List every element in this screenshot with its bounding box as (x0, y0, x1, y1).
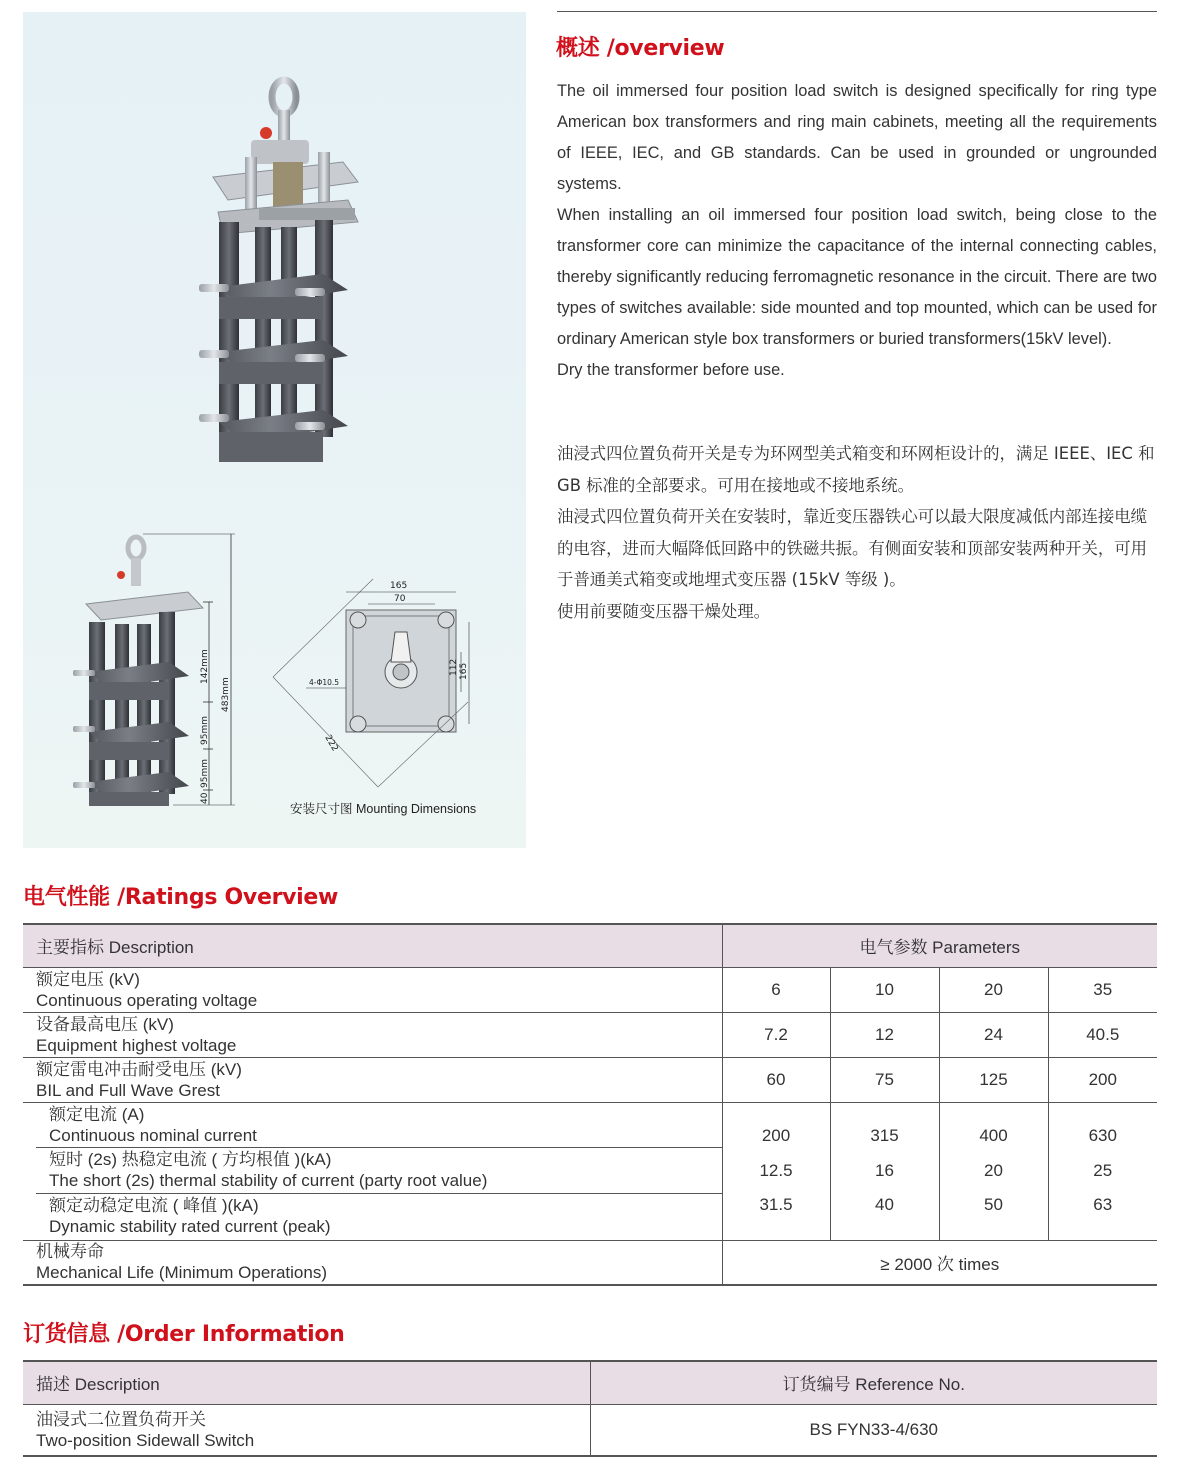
dim-483: 483mm (221, 677, 231, 712)
value-cell: 25 (1093, 1160, 1113, 1180)
value-cell: 50 (984, 1195, 1003, 1215)
overview-title: 概述 /overview (556, 36, 725, 61)
row-label-zh: 油浸式二位置负荷开关 (36, 1409, 206, 1429)
table-row (23, 967, 1157, 1012)
table-row (23, 1012, 1157, 1057)
table-row-merged (23, 1102, 1157, 1240)
row-label-zh: 机械寿命 (36, 1242, 104, 1262)
row-description (23, 1404, 590, 1456)
value-cell: 125 (939, 1057, 1048, 1102)
merged-row-1 (36, 1103, 722, 1148)
row-label-zh: 额定雷电冲击耐受电压 (kV) (36, 1059, 242, 1079)
dim-40: 40 (200, 792, 210, 804)
order-title: 订货信息 /Order Information (23, 1322, 345, 1347)
merged-row-2 (36, 1148, 722, 1194)
product-image-panel (23, 12, 526, 848)
value-cell: 7.2 (722, 1012, 830, 1057)
value-cell: 63 (1093, 1195, 1113, 1215)
row-label-en: Continuous operating voltage (36, 990, 258, 1010)
value-cell: 16 (875, 1160, 894, 1180)
row-label-zh: 额定动稳定电流 ( 峰值 )(kA) (49, 1195, 259, 1215)
dim-165-top: 165 (390, 581, 408, 591)
value-cell: 315 (870, 1126, 899, 1146)
overview-paragraph: When installing an oil immersed four position load switch, being close to the transformer core can minimize the capacitance of the internal connecting cables, thereby significantly reducing ferromagnetic resonance in the circuit. There are two types of switches available: side mounted and top mounted, which can be used for ordinary American style box transformers or buried transformers(15kV level). (557, 206, 1157, 348)
order-table (23, 1360, 1157, 1457)
mechanical-life-value: ≥ 2000 次 times (880, 1254, 1000, 1274)
row-label-zh: 额定电压 (kV) (36, 969, 140, 989)
header-reference: 订货编号 Reference No. (782, 1375, 965, 1395)
top-divider (557, 11, 1157, 12)
overview-chinese (557, 438, 1157, 627)
overview-english (557, 76, 1157, 386)
dim-142: 142mm (200, 649, 210, 684)
row-description (23, 1012, 722, 1057)
overview-paragraph-zh: 使用前要随变压器干燥处理。 (557, 601, 771, 621)
row-label-zh: 额定电流 (A) (49, 1104, 145, 1124)
table-row (23, 1057, 1157, 1102)
value-cell: 60 (722, 1057, 830, 1102)
reference-number: BS FYN33-4/630 (809, 1419, 938, 1439)
ratings-table (23, 923, 1157, 1286)
dim-95-upper: 95mm (200, 716, 210, 745)
merged-values-20kv (939, 1102, 1048, 1240)
value-cell: 630 (1088, 1126, 1117, 1146)
value-cell: 40.5 (1086, 1024, 1120, 1044)
value-cell: 200 (761, 1126, 791, 1146)
header-description: 主要指标 Description (23, 924, 722, 967)
value-cell: 35 (1093, 979, 1113, 999)
mounting-dimensions-caption: 安装尺寸图 Mounting Dimensions (290, 802, 477, 816)
row-label-zh: 短时 (2s) 热稳定电流 ( 方均根值 )(kA) (49, 1149, 332, 1169)
table-row (23, 1240, 1157, 1285)
overview-paragraph: The oil immersed four position load switch is designed specifically for ring type American box transformers and ring main cabinets, meeting all the requirements of IEEE, IEC, and GB standards. Can be used in grounded or ungrounded systems. (557, 82, 1157, 193)
row-label-en: Equipment highest voltage (36, 1035, 237, 1055)
value-cell: 20 (939, 967, 1048, 1012)
value-cell: 20 (984, 1160, 1003, 1180)
value-cell: 10 (830, 967, 939, 1012)
value-cell: 75 (830, 1057, 939, 1102)
value-cell: 24 (939, 1012, 1048, 1057)
ratings-title: 电气性能 /Ratings Overview (23, 885, 339, 910)
order-header-row (23, 1361, 1157, 1404)
overview-paragraph: Dry the transformer before use. (557, 361, 785, 379)
row-label-en: BIL and Full Wave Grest (36, 1080, 220, 1100)
merged-values-35kv (1048, 1102, 1157, 1240)
row-description (23, 967, 722, 1012)
merged-descriptions (23, 1102, 722, 1240)
row-description (23, 1240, 722, 1285)
value-cell: 6 (722, 967, 830, 1012)
dim-222: 222 (322, 733, 340, 754)
row-label-en: The short (2s) thermal stability of current (party root value) (49, 1170, 488, 1190)
row-label-en: Mechanical Life (Minimum Operations) (36, 1263, 327, 1283)
dim-70: 70 (394, 594, 406, 604)
row-description (23, 1057, 722, 1102)
row-label-en: Continuous nominal current (49, 1125, 257, 1145)
header-parameters: 电气参数 Parameters (859, 938, 1021, 958)
dimension-photo (23, 12, 526, 848)
hole-spec: 4-Φ10.5 (309, 678, 340, 687)
row-label-en: Dynamic stability rated current (peak) (49, 1216, 331, 1236)
row-label-zh: 设备最高电压 (kV) (36, 1014, 174, 1034)
value-cell: 12 (830, 1012, 939, 1057)
value-cell: 400 (979, 1126, 1008, 1146)
row-label-en: Two-position Sidewall Switch (36, 1430, 255, 1450)
merged-values-10kv (830, 1102, 939, 1240)
overview-paragraph-zh: 油浸式四位置负荷开关是专为环网型美式箱变和环网柜设计的，满足 IEEE、IEC 和 GB 标准的全部要求。可用在接地或不接地系统。 (557, 444, 1155, 495)
dim-95-lower: 95mm (200, 759, 210, 788)
merged-row-3 (36, 1194, 722, 1240)
value-cell: 200 (1088, 1069, 1117, 1089)
overview-paragraph-zh: 油浸式四位置负荷开关在安装时，靠近变压器铁心可以最大限度减低内部连接电缆的电容，进而大幅降低回路中的铁磁共振。有侧面安装和顶部安装两种开关，可用于普通美式箱变或地埋式变压器 (15kV 等级 )。 (557, 507, 1148, 589)
table-row (23, 1404, 1157, 1456)
header-description: 描述 Description (23, 1361, 590, 1404)
ratings-header-row (23, 924, 1157, 967)
dim-165-side: 165 (459, 662, 469, 680)
merged-values-6kv (722, 1102, 830, 1240)
value-cell: 40 (875, 1195, 894, 1215)
value-cell: 31.5 (759, 1195, 793, 1215)
value-cell: 12.5 (759, 1160, 793, 1180)
dim-112: 112 (449, 658, 459, 676)
